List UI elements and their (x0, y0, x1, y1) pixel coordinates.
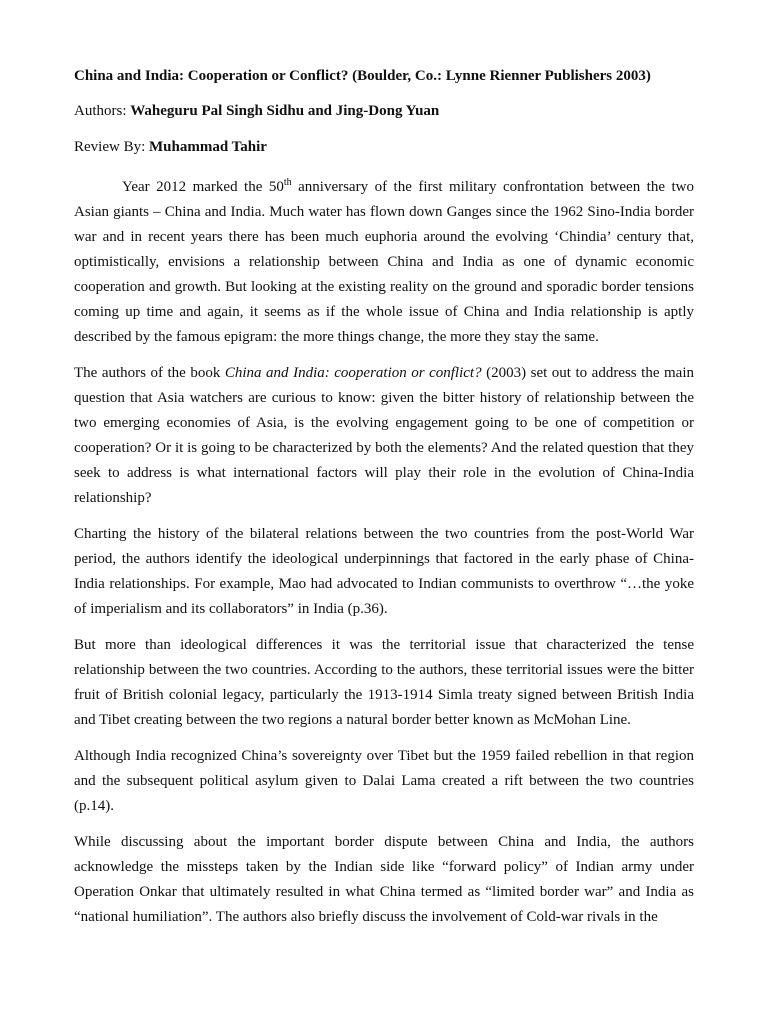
paragraph-5: Although India recognized China’s sovereignty over Tibet but the 1959 failed rebellion in that region and the subsequent political asylum given to Dalai Lama created a rift between the two countries (p.14). (74, 748, 694, 814)
paragraph-6: While discussing about the important border dispute between China and India, the authors acknowledge the missteps taken by the Indian side like “forward policy” of Indian army under Operation Onkar that ultimately resulted in what China termed as “limited border war” and India as “national humiliation”. The authors also briefly discuss the involvement of Cold-war rivals in the (74, 834, 694, 925)
reviewer-label: Review By: (74, 139, 149, 155)
paragraph-3: Charting the history of the bilateral relations between the two countries from the post-World War period, the authors identify the ideological underpinnings that factored in the early phase of China-India relationships. For example, Mao had advocated to Indian communists to overthrow “…the yoke of imperialism and its collaborators” in India (p.36). (74, 526, 694, 617)
book-title-line (74, 66, 694, 86)
reviewer-line (74, 137, 694, 157)
authors-label: Authors: (74, 103, 131, 119)
reviewer-name: Muhammad Tahir (149, 139, 267, 155)
paragraph-1 (74, 175, 694, 350)
book-title-italic: China and India: cooperation or conflict? (224, 365, 482, 381)
paragraph-1-text-b: anniversary of the first military confrontation between the two Asian giants – China and India. Much water has flown down Ganges since the 1962 Sino-India border war and in recent years there has been much euphoria around the evolving ‘Chindia’ century that, optimistically, envisions a relationship between China and India as one of dynamic economic cooperation and growth. But looking at the existing reality on the ground and sporadic border tensions coming up time and again, it seems as if the whole issue of China and India relationship is aptly described by the famous epigram: the more things change, the more they stay the same. (74, 179, 694, 345)
paragraph-1-text-a: Year 2012 marked the 50 (122, 179, 284, 195)
ordinal-suffix: th (283, 177, 292, 188)
paragraph-4: But more than ideological differences it was the territorial issue that characterized the tense relationship between the two countries. According to the authors, these territorial issues were the bitter fruit of British colonial legacy, particularly the 1913-1914 Simla treaty signed between British India and Tibet creating between the two regions a natural border better known as McMohan Line. (74, 637, 694, 728)
paragraph-2-text-a: The authors of the book (74, 365, 225, 381)
authors-names: Waheguru Pal Singh Sidhu and Jing-Dong Yuan (130, 103, 440, 119)
paragraph-2-text-b: (2003) set out to address the main question that Asia watchers are curious to know: given the bitter history of relationship between the two emerging economies of Asia, is the evolving engagement going to be one of competition or cooperation? Or it is going to be characterized by both the elements? And the related question that they seek to address is what international factors will play their role in the evolution of China-India relationship? (74, 365, 694, 506)
paragraph-2 (74, 361, 694, 511)
authors-line (74, 101, 694, 121)
book-title: China and India: Cooperation or Conflict? (Boulder, Co.: Lynne Rienner Publishers 2003) (74, 68, 651, 84)
